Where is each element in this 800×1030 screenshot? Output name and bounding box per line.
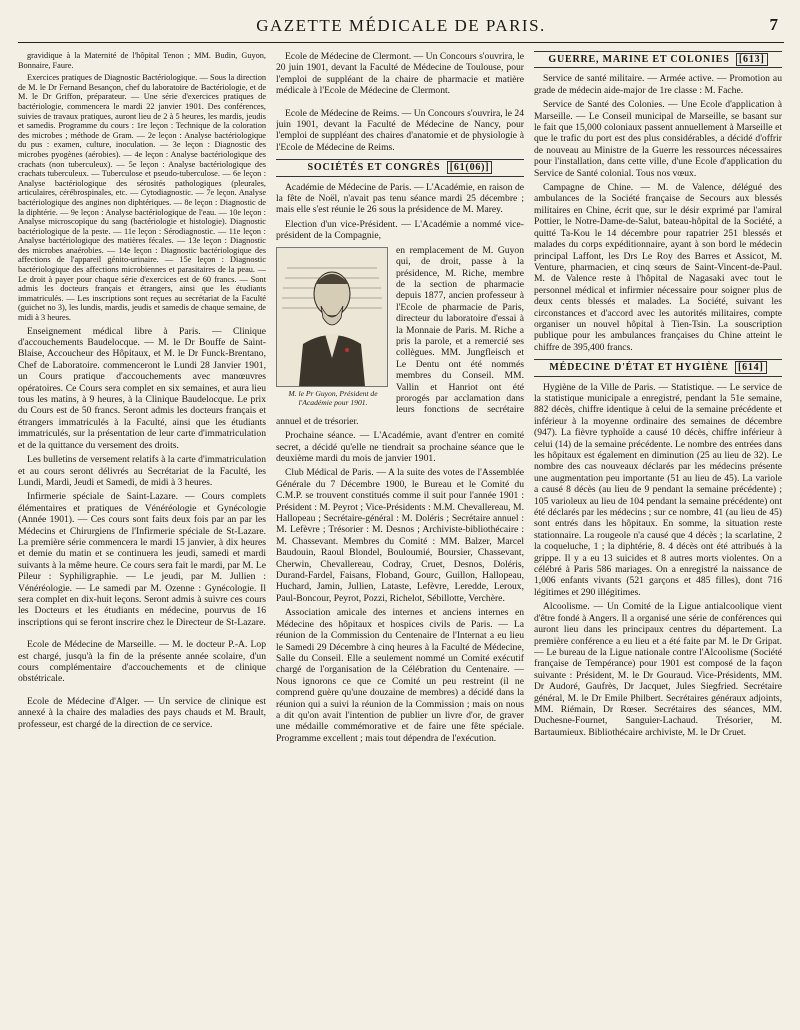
- section-code: [614]: [735, 361, 767, 374]
- column-1: [18, 51, 266, 1026]
- column-2-mid: [276, 182, 524, 242]
- page-header: [18, 14, 784, 43]
- article-paragraph: Infirmerie spéciale de Saint-Lazare. — Cours complets élémentaires et pratiques de Vénéréologie et Gynécologie (Année 1901). — Ces cours sont faits deux fois par an par les Médecins et Chirurgiens de l'Infirmerie spéciale de St-Lazare. La première série commencera le mardi 15 janvier, à dix heures et demie du matin et se continuera les jeudi, samedi et mardi suivants à la même heure. Ce cours sera fait le mardi, par M. Le Pileur : Syphiligraphie. — Le jeudi, par M. Jullien : Vénéréologie. — Le samedi par M. Ozenne : Gynécologie. Il sera complet en dix-huit leçons. Seront admis à suivre ces cours les Docteurs et les étudiants en médecine, pourvus de 16 inscriptions qui se feront inscrire chez le Directeur de St-Lazare.: [18, 491, 266, 628]
- masthead-title: GAZETTE MÉDICALE DE PARIS.: [256, 16, 546, 35]
- section-heading-etat: [534, 359, 782, 376]
- page-number: 7: [769, 15, 778, 34]
- portrait-engraving: [276, 247, 388, 387]
- article-paragraph: Association amicale des internes et anciens internes en Médecine des hôpitaux et hospices civils de Paris. — La réunion de la Commission du Centenaire de l'Internat a eu lieu le Samedi 29 Décembre à cinq heures à la Faculté de Médecine, Salle du Conseil. Elle a seulement nommé un Comité exécutif chargé de l'organisation de la Célébration du Centenaire. — Nous ignorons ce que ce Comité un peu restreint (il ne comprend guère qu'une douzaine de membres) a décidé dans la réunion qui a suivi la réunion de la Commission ; mais on nous a dit qu'on avait l'intention de publier un livre d'or, de graver une médaille commémorative et de faire une fête spéciale. Programme excellent ; mais tout dépendra de l'exécution.: [276, 607, 524, 744]
- section-heading-societes: [276, 159, 524, 176]
- article-paragraph: Enseignement médical libre à Paris. — Clinique d'accouchements Baudelocque. — M. le Dr Bouffe de Saint-Blaise, Accoucheur des Hôpitaux, et M. le Dr Funck-Brentano, Chef de Laboratoire. commenceront le Lundi 28 Janvier 1901, un Cours pratique d'accouchements avec manœuvres opératoires. Ce Cours sera complet en six semaines, et aura lieu tous les matins, à 9 heures, à la Clinique Baudelocque. Le prix du Cours est de 50 francs. Seront admis les docteurs français et étrangers immatriculés à la Faculté, ainsi que les étudiants immatriculés, sur la présentation de leur carte d'immatriculation et de la quittance du versement des droits.: [18, 325, 266, 451]
- section-heading-guerre: [534, 51, 782, 68]
- article-paragraph: Election d'un vice-Président. — L'Académie a nommé vice-président de la Compagnie,: [276, 218, 524, 242]
- portrait-figure: [276, 247, 390, 407]
- section-code: [613]: [736, 53, 768, 66]
- article-paragraph: Exercices pratiques de Diagnostic Bactériologique. — Sous la direction de M. le Dr Fernand Besançon, chef du laboratoire de Bactériologie, et de M. le Dr Griffon, préparateur. — Une série d'exercices pratiques de bactériologie, commencera le mardi 22 janvier 1901. Des conférences, suivies de travaux pratiques, auront lieu de 2 à 5 heures, les mardis, jeudis et samedis. Programme du cours : 1re leçon : Technique de la coloration des microbes ; méthode de Gram. — 2e leçon : Analyse bactériologique du pus : examen, culture, inoculation. — 3e leçon : Diagnostic des microbes pyogènes (aérobies). — 4e leçon : Analyse bactériologique des crachats (non tuberculeux). — 5e leçon : Analyse bactériologique des crachats tuberculeux. — Tuberculose et pseudo-tuberculose. — 6e leçon : Analyse bactériologique des sérosités pathologiques (pleurales, articulaires, cérébrospinales, etc. — Cytodiagnostic. — 7e leçon. Analyse bactériologique des angines non diphtériques. — 8e leçon : Diagnostic de la diphtérie. — 9e leçon : Analyse bactériologique de l'eau. — 10e leçon : Analyse microscopique du sang (bactériologie et histologie). Diagnostic bactériologique de la peste. — 11e leçon : Sérodiagnostic. — 11e leçon : Analyse bactériologique des matières fécales. — 13e leçon : Diagnostic des microbes anaérobies. — 14e leçon : Diagnostic bactériologique des affections de l'appareil génito-urinaire. — 15e leçon : Diagnostic bactériologique des affections microbiennes et parasitaires de la peau. — Le droit à payer pour chaque série d'exercices est de 60 francs. — Sont admis les docteurs français et étrangers, ainsi que les étudiants immatriculés. — Les inscriptions sont reçues au secrétariat de la Faculté (guichet no 3), les lundis, mardis, jeudis et samedis de chaque semaine, de midi à 3 heures.: [18, 73, 266, 323]
- article-paragraph: Académie de Médecine de Paris. — L'Académie, en raison de la fête de Noël, n'avait pas tenu séance mardi 25 décembre ; mais elle s'est réunie le 26 sous la présidence de M. Marey.: [276, 181, 524, 216]
- column-2-bottom: [276, 430, 524, 744]
- figure-caption: M. le Pr Guyon, Président de l'Académie pour 1901.: [288, 388, 378, 407]
- section-title: SOCIÉTÉS ET CONGRÈS: [307, 162, 441, 174]
- section-title: MÉDECINE D'ÉTAT ET HYGIÈNE: [549, 362, 729, 374]
- election-article-continued: en remplacement de M. Guyon qui, de droit, passe à la présidence, M. Riche, membre de la section de pharmacie depuis 1877, ancien professeur à l'Ecole de pharmacie de Paris, directeur du laboratoire d'essai à la Monnaie de Paris. M. Riche a pris la parole, et a remercié ses collègues. MM. Jungfleisch et Le Dentu ont été nommés membres du Conseil. MM. Vallin et Hanriot ont été prorogés par acclamation dans leurs fonctions de secrétaire annuel et de trésorier.: [276, 244, 524, 427]
- column-2: [276, 51, 524, 1026]
- article-paragraph: Les bulletins de versement relatifs à la carte d'immatriculation et au cours seront délivrés au Secrétariat de la Faculté, les Lundi, Mardi, Jeudi et Samedi, de midi à 3 heures.: [18, 454, 266, 488]
- article-paragraph: Ecole de Médecine de Clermont. — Un Concours s'ouvrira, le 20 juin 1901, devant la Faculté de Médecine de Toulouse, pour l'emploi de suppléant de la chaire de pharmacie et matière médicale à l'Ecole de Médecine de Clermont.: [276, 51, 524, 97]
- column-3: [534, 51, 782, 1026]
- article-paragraph: gravidique à la Maternité de l'hôpital Tenon ; MM. Budin, Guyon, Bonnaire, Faure.: [18, 51, 266, 70]
- article-paragraph: Alcoolisme. — Un Comité de la Ligue antialcoolique vient d'être fondé à Angers. Il a organisé une série de conférences qui auront lieu dans les principaux centres du département. La première conférence a eu lieu et a été faite par M. le Dr Gripat. — Le bureau de la Ligue nationale contre l'Alcoolisme (Société française de Tempérance) pour 1901 est composé de la façon suivante : Président, M. le Dr Gouraud. Vice-Présidents, MM. Dr Audoré, Gaufrès, Dr Jacquet, Jules Siegfried. Secrétaire général, M. le Dr Emile Philbert. Secrétaires généraux adjoints, MM. Riémain, Dr Rœser. Secrétaires des séances, MM. Duchesne-Fournet, Sanguier-Lachaud. Trésorier, M. Bartaumieux. Bibliothécaire archiviste, M. le Dr Cruet.: [534, 601, 782, 738]
- article-paragraph: Campagne de Chine. — M. de Valence, délégué des ambulances de la Société française de Secours aux blessés militaires en Chine, écrit que, sur le désir exprimé par l'amiral Pottier, le Notre-Dame-de-Salut, bateau-hôpital de la Société, a quitté Ta-Kou le 14 décembre pour rapatrier 251 blessés et malades du corps expéditionnaire, ayant à son bord le médecin principal Laffont, les Drs Le Roy des Barres et Assicot, M. Venture, pharmacien, et cinq sœurs de Saint-Vincent-de-Paul. M. de Valence reste à l'hôpital de Nagasaki avec tout le personnel médical et infirmier nécessaire pour soigner plus de deux cents blessés et malades. La Société, suivant les circonstances et d'accord avec les autorités militaires, compte organiser un nouvel hôpital à Tien-Tsin. La souscription publique pour les ambulances françaises du Chine atteint le chiffre de 395,400 francs.: [534, 182, 782, 353]
- spacer: [276, 100, 524, 108]
- article-paragraph: Ecole de Médecine d'Alger. — Un service de clinique est annexé à la chaire des maladies des pays chauds et M. Brault, professeur, est chargé de la direction de ce service.: [18, 695, 266, 730]
- article-columns: [18, 51, 784, 1026]
- article-paragraph: Club Médical de Paris. — A la suite des votes de l'Assemblée Générale du 7 Décembre 1900, le Bureau et le Comité du C.M.P. se trouvent constitués comme il suit pour l'année 1901 : Président : M. Peyrot ; Vice-Présidents : M.M. Chevallereau, M. Hallopeau ; Secrétaire-général : M. Doléris ; Secrétaire annuel : M. Lefèvre ; Trésorier : M. Desnos ; Archiviste-bibliothécaire : M. Chassevant. Membres du Comité : MM. Balzer, Marcel Baudouin, Raoul Blondel, Bouloumié, Boursier, Chassevant, Cherwin, Chevallereau, Codray, Cruet, Desnos, Doléris, Durand-Fardel, Faisans, Floband, Gourc, Guillon, Hallopeau, Huchard, Jamin, Jullien, Lataste, Lefèvre, Leredde, Leroux, Paul-Boncour, Peyrot, Pozzi, Richelot, Sébillotte, Verchère.: [276, 467, 524, 604]
- column-3-bottom: [534, 382, 782, 739]
- column-2-top: [276, 51, 524, 153]
- section-title: GUERRE, MARINE ET COLONIES: [548, 54, 730, 65]
- article-paragraph: Service de santé militaire. — Armée active. — Promotion au grade de médecin aide-major de 1re classe : M. Fache.: [534, 73, 782, 96]
- article-paragraph: Service de Santé des Colonies. — Une Ecole d'application à Marseille. — Le Conseil municipal de Marseille, se basant sur le fait que 15,000 coloniaux passent annuellement à Marseille et que le trafic du port est des plus considérables, a décidé d'offrir de nouveau au Ministre de la Guerre les ressources nécessaires pour l'installation, dans cette ville, d'une Ecole d'application du Service de Santé colonial. Tous nos vœux.: [534, 99, 782, 179]
- spacer: [18, 631, 266, 639]
- spacer: [18, 688, 266, 696]
- article-paragraph: Ecole de Médecine de Marseille. — M. le docteur P.-A. Lop est chargé, jusqu'à la fin de la présente année scolaire, d'un cours complémentaire d'accouchements et de clinique obstétricale.: [18, 639, 266, 685]
- column-3-top: [534, 73, 782, 353]
- article-paragraph: Hygiène de la Ville de Paris. — Statistique. — Le service de la statistique municipale a enregistré, pendant la 51e semaine, 882 décès, chiffre identique à celui de la semaine précédente et inférieur à la moyenne ordinaire des semaines de décembre (947). La fièvre typhoïde a causé 10 décès, chiffre inférieur à celui (14) de la semaine précédente. Le nombre des entrées dans les hôpitaux est également en diminution (25 au lieu de 32). Le nombre des cas nouveaux déclarés par les médecins présente une augmentation peu importante (51 au lieu de 45). La variole a causé 8 décès (au lieu de 9 pendant la semaine précédente) ; 105 varioleux au lieu de 104 pendant la semaine précédente) ont été déclarés par les médecins ; sur ce nombre, 41 (au lieu de 45) sont entrés dans les hôpitaux. En somme, la situation reste stationnaire. La rougeole n'a causé que 4 décès ; la scarlatine, 2 la coqueluche, 1 ; la diphtérie, 8. 4 décès ont été attribués à la grippe. Il y a eu 13 suicides et 8 autres morts violentes. On a célébré à Paris 586 mariages. On a enregistré la naissance de 1,006 enfants vivants (521 garçons et 485 filles), dont 716 légitimes et 290 illégitimes.: [534, 381, 782, 598]
- article-paragraph: Ecole de Médecine de Reims. — Un Concours s'ouvrira, le 24 juin 1901, devant la Faculté de Médecine de Nancy, pour l'emploi de suppléant des chaires d'anatomie et de physiologie à l'Ecole de Médecine de Reims.: [276, 107, 524, 153]
- section-code: [61(06)]: [447, 161, 493, 174]
- article-paragraph: Prochaine séance. — L'Académie, avant d'entrer en comité secret, a décidé qu'elle ne tiendrait sa prochaine séance que le deuxième mardi du mois de janvier 1901.: [276, 430, 524, 464]
